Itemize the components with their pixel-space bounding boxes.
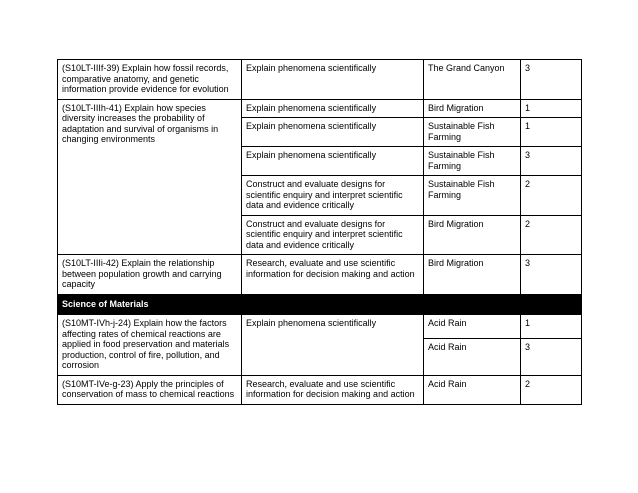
context-cell: Sustainable Fish Farming [424, 176, 521, 216]
level-cell: 3 [521, 147, 582, 176]
table-row [58, 315, 582, 339]
table-row [58, 99, 582, 118]
section-header-filler [521, 294, 582, 315]
competency-cell: (S10MT-IVh-j-24) Explain how the factors affecting rates of chemical reactions are applied in food preservation and materials production, control of fire, pollution, and corrosion [58, 315, 242, 376]
level-cell: 3 [521, 338, 582, 375]
context-cell: Sustainable Fish Farming [424, 147, 521, 176]
skill-cell: Explain phenomena scientifically [242, 118, 424, 147]
context-cell: Acid Rain [424, 315, 521, 339]
skill-cell: Explain phenomena scientifically [242, 60, 424, 100]
skill-cell: Explain phenomena scientifically [242, 315, 424, 376]
competency-cell: (S10MT-IVe-g-23) Apply the principles of conservation of mass to chemical reactions [58, 375, 242, 404]
context-cell: Acid Rain [424, 375, 521, 404]
skill-cell: Construct and evaluate designs for scientific enquiry and interpret scientific data and evidence critically [242, 215, 424, 255]
section-header-filler [424, 294, 521, 315]
level-cell: 2 [521, 375, 582, 404]
level-cell: 2 [521, 176, 582, 216]
section-header-filler [242, 294, 424, 315]
level-cell: 2 [521, 215, 582, 255]
context-cell: Bird Migration [424, 99, 521, 118]
table-row [58, 255, 582, 295]
table-row [58, 375, 582, 404]
skill-cell: Explain phenomena scientifically [242, 99, 424, 118]
section-title: Science of Materials [58, 294, 242, 315]
level-cell: 3 [521, 60, 582, 100]
table-row [58, 60, 582, 100]
level-cell: 3 [521, 255, 582, 295]
competency-table [57, 59, 582, 405]
context-cell: Bird Migration [424, 215, 521, 255]
skill-cell: Research, evaluate and use scientific information for decision making and action [242, 375, 424, 404]
context-cell: Bird Migration [424, 255, 521, 295]
context-cell: Acid Rain [424, 338, 521, 375]
level-cell: 1 [521, 99, 582, 118]
competency-cell: (S10LT-IIIi-42) Explain the relationship between population growth and carrying capacity [58, 255, 242, 295]
context-cell: The Grand Canyon [424, 60, 521, 100]
competency-cell: (S10LT-IIIf-39) Explain how fossil records, comparative anatomy, and genetic information provide evidence for evolution [58, 60, 242, 100]
skill-cell: Construct and evaluate designs for scientific enquiry and interpret scientific data and evidence critically [242, 176, 424, 216]
section-header-row [58, 294, 582, 315]
competency-cell: (S10LT-IIIh-41) Explain how species diversity increases the probability of adaptation and survival of organisms in changing environments [58, 99, 242, 255]
context-cell: Sustainable Fish Farming [424, 118, 521, 147]
skill-cell: Research, evaluate and use scientific information for decision making and action [242, 255, 424, 295]
skill-cell: Explain phenomena scientifically [242, 147, 424, 176]
level-cell: 1 [521, 118, 582, 147]
level-cell: 1 [521, 315, 582, 339]
